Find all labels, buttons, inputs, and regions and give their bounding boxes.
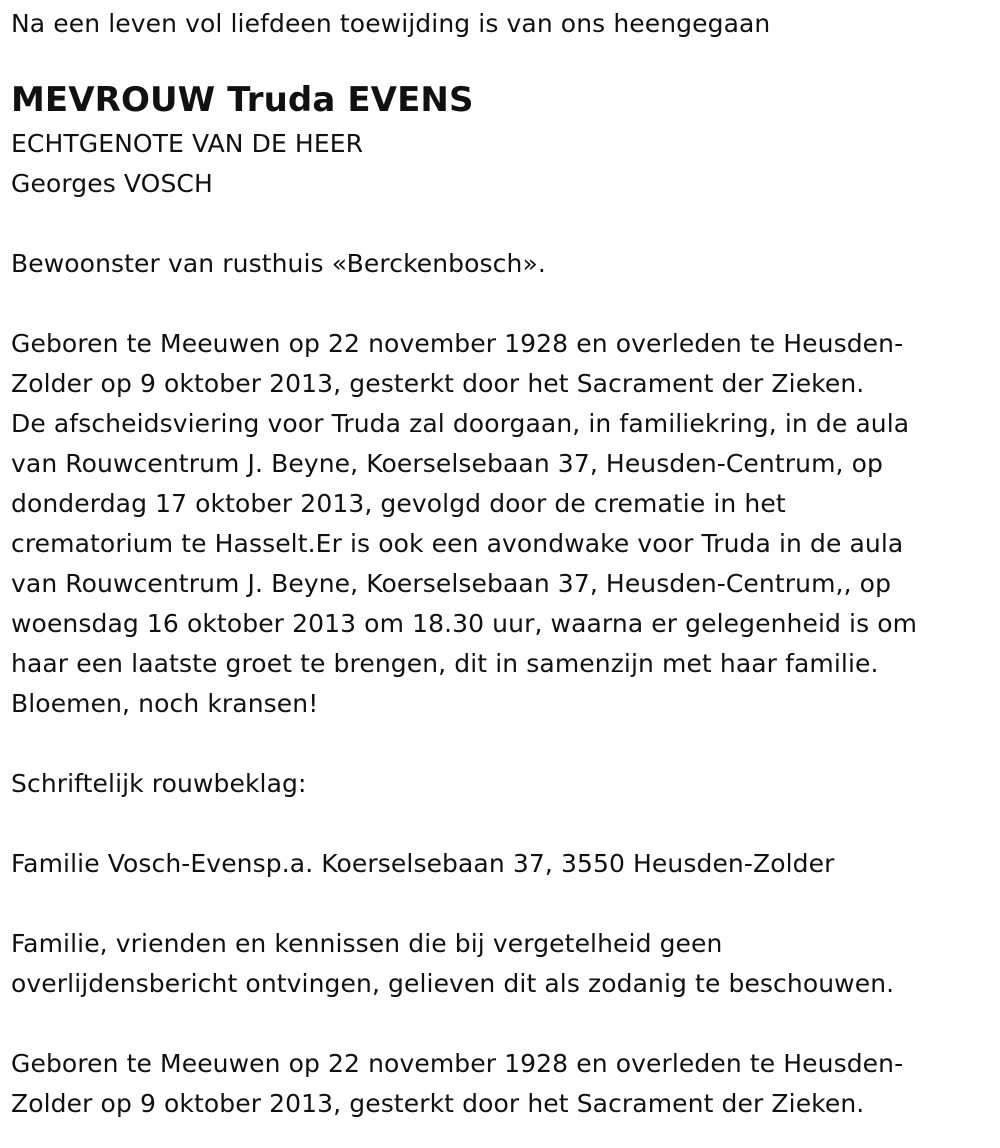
spacer — [11, 884, 1000, 924]
spacer — [11, 204, 1000, 244]
repeat-paragraph — [11, 1044, 1000, 1124]
details-line: van Rouwcentrum J. Beyne, Koerselsebaan 37, Heusden-Centrum, op — [11, 449, 883, 478]
closing-line: Familie, vrienden en kennissen die bij vergetelheid geen — [11, 929, 723, 958]
repeat-line: Zolder op 9 oktober 2013, gesterkt door het Sacrament der Zieken. — [11, 1089, 865, 1118]
spacer — [11, 804, 1000, 844]
spouse-line-1: ECHTGENOTE VAN DE HEER — [11, 129, 364, 158]
spouse-line-2: Georges VOSCH — [11, 169, 213, 198]
details-line: Zolder op 9 oktober 2013, gesterkt door het Sacrament der Zieken. — [11, 369, 865, 398]
intro-line: Na een leven vol liefdeen toewijding is van ons heengegaan — [11, 9, 771, 38]
details-line: van Rouwcentrum J. Beyne, Koerselsebaan 37, Heusden-Centrum,, op — [11, 569, 892, 598]
details-line: donderdag 17 oktober 2013, gevolgd door de crematie in het — [11, 489, 786, 518]
spacer — [11, 284, 1000, 324]
repeat-line: Geboren te Meeuwen op 22 november 1928 en overleden te Heusden- — [11, 1049, 904, 1078]
details-line: woensdag 16 oktober 2013 om 18.30 uur, waarna er gelegenheid is om — [11, 609, 918, 638]
spacer — [11, 1004, 1000, 1044]
deceased-name: MEVROUW Truda EVENS — [11, 80, 474, 120]
details-line: Bloemen, noch kransen! — [11, 689, 319, 718]
spacer — [11, 44, 1000, 78]
residence-line: Bewoonster van rusthuis «Berckenbosch». — [11, 249, 546, 278]
details-paragraph — [11, 324, 1000, 724]
spacer — [11, 724, 1000, 764]
condolence-label: Schriftelijk rouwbeklag: — [11, 769, 307, 798]
closing-line: overlijdensbericht ontvingen, gelieven dit als zodanig te beschouwen. — [11, 969, 895, 998]
closing-paragraph — [11, 924, 1000, 1004]
details-line: Geboren te Meeuwen op 22 november 1928 en overleden te Heusden- — [11, 329, 904, 358]
details-line: crematorium te Hasselt.Er is ook een avondwake voor Truda in de aula — [11, 529, 904, 558]
details-line: haar een laatste groet te brengen, dit in samenzijn met haar familie. — [11, 649, 879, 678]
condolence-address: Familie Vosch-Evensp.a. Koerselsebaan 37, 3550 Heusden-Zolder — [11, 849, 835, 878]
details-line: De afscheidsviering voor Truda zal doorgaan, in familiekring, in de aula — [11, 409, 910, 438]
